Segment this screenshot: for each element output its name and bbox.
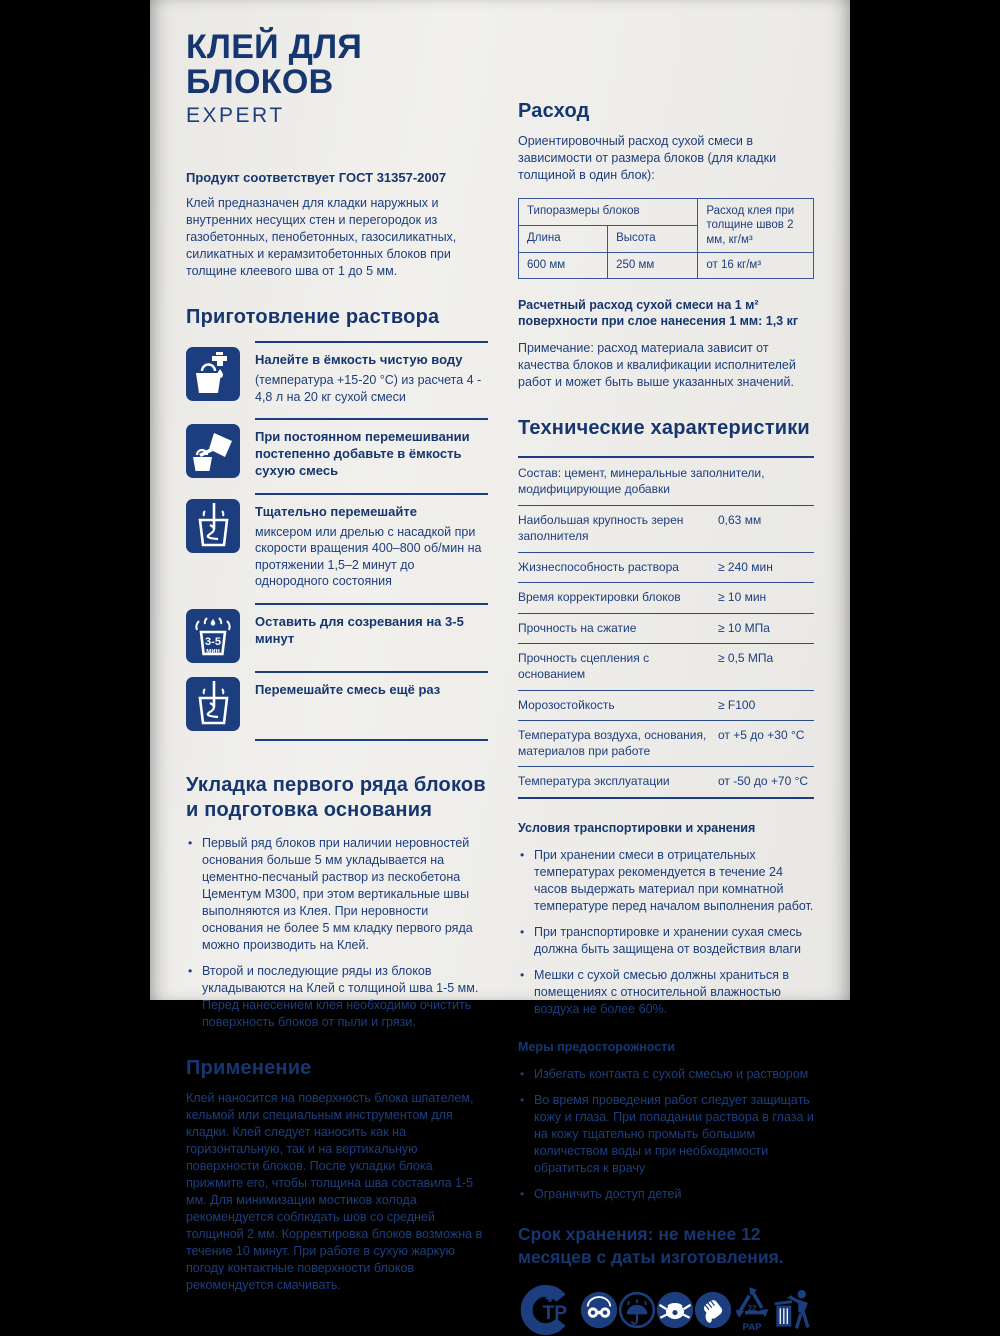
application-paragraph: Клей наносится на поверхность блока шпателем, кельмой или специальным инструментом для кладки. Клей следует наносить как на горизонтальную, так и на вертикальную поверхности блоков. После укладки блока прижмите его, чтобы толщина шва составила 1-5 мм. Для минимизации мостиков холода рекомендуется соблюдать шов со средней толщиной 2 мм. Корректировка блоков возможна в течение 10 минут. При работе в сухую жаркую погоду контактные поверхности блоков рекомендуется смачивать. (186, 1090, 483, 1292)
svg-text:PAP: PAP (742, 1322, 762, 1334)
gloves-icon (694, 1291, 732, 1329)
water-tap-bucket-icon (186, 347, 240, 401)
recycle-pap-22-icon (732, 1284, 772, 1336)
svg-text:ТР: ТР (542, 1303, 568, 1325)
laying-bullet: • Второй и последующие ряды из блоков укладываются на Клей с толщиной шва 1-5 мм. Перед нанесением клея необходимо очистить поверхность блоков от пыли и грязи. (186, 963, 488, 1031)
precaution-bullet: • Во время проведения работ следует защищать кожу и глаза. При попадании раствора в глаза и на кожу тщательно промыть большим количеством воды и при необходимости обратиться к врачу (518, 1092, 814, 1177)
table-cell-length: 600 мм (519, 253, 608, 278)
spec-row: Жизнеспособность раствора ≥ 240 мин (518, 552, 814, 583)
laying-bullets (186, 835, 488, 1031)
step-title: Тщательно перемешайте (255, 503, 417, 519)
brand-subtitle: EXPERT (186, 104, 285, 128)
transport-bullet: • При транспортировке и хранении сухая смесь должна быть защищена от воздействия влаги (518, 924, 814, 958)
laying-bullet: • Первый ряд блоков при наличии неровностей основания больше 5 мм укладывается на цементно-песчаный раствор из пескобетона Цементум М300, при этом вертикальные швы выполняются из Клея. При неровности основания не более 5 мм кладку первого ряда можно производить на Клей. (186, 835, 488, 954)
section-heading-laying: Укладка первого ряда блоков и подготовка основания (186, 773, 486, 821)
keep-dry-icon (618, 1291, 656, 1329)
preparation-steps (186, 341, 488, 740)
page-title: КЛЕЙ ДЛЯ БЛОКОВ (186, 28, 363, 101)
eye-protection-icon (580, 1291, 618, 1329)
spec-row: Температура воздуха, основания, материалов при работе от +5 до +30 °C (518, 720, 814, 766)
spec-row: Наибольшая крупность зерен заполнителя 0,63 мм (518, 505, 814, 551)
table-header-consumption: Расход клея при толщине швов 2 мм, кг/м³ (698, 199, 814, 253)
step-pour-water (186, 341, 488, 418)
ctp-certification-mark (518, 1284, 580, 1336)
shelf-life-note: Срок хранения: не менее 12 месяцев с даты изготовления. (518, 1223, 784, 1267)
table-header-block-sizes: Типоразмеры блоков (519, 199, 698, 226)
section-heading-application: Применение (186, 1056, 312, 1079)
table-cell-consumption: от 16 кг/м³ (698, 253, 814, 278)
product-label (150, 0, 850, 1334)
mixer-bucket-icon (186, 677, 240, 731)
spec-composition: Состав: цемент, минеральные заполнители, модифицирующие добавки (518, 456, 814, 505)
section-heading-consumption: Расход (518, 100, 590, 122)
step-mix-thoroughly (186, 493, 488, 603)
transport-bullet: • При хранении смеси в отрицательных температурах рекомендуется в течение 24 часов выдержать материал при комнатной температуре перед началом выполнения работ. (518, 847, 814, 915)
tidyman-icon (772, 1287, 814, 1333)
mixer-bucket-icon (186, 499, 240, 553)
step-title: Налейте в ёмкость чистую воду (255, 352, 463, 368)
precaution-bullet: • Избегать контакта с сухой смесью и раствором (518, 1066, 814, 1083)
certification-icons-row (518, 1284, 814, 1336)
table-cell-height: 250 мм (608, 253, 698, 278)
table-header-length: Длина (519, 226, 608, 253)
step-mix-again (186, 671, 488, 741)
section-heading-precautions: Меры предосторожности (518, 1039, 675, 1054)
spec-row: Температура эксплуатации от -50 до +70 °C (518, 766, 814, 797)
respirator-icon (656, 1291, 694, 1329)
consumption-intro: Ориентировочный расход сухой смеси в зависимости от размера блоков (для кладки толщиной в один блок): (518, 134, 777, 182)
table-header-height: Высота (608, 226, 698, 253)
calc-consumption-note: Расчетный расход сухой смеси на 1 м² поверхности при слое нанесения 1 мм: 1,3 кг (518, 297, 799, 329)
spec-row: Прочность на сжатие ≥ 10 МПа (518, 613, 814, 644)
svg-text:22: 22 (747, 1304, 757, 1314)
section-heading-preparation: Приготовление раствора (186, 306, 440, 329)
transport-bullets (518, 847, 814, 1018)
step-title: Оставить для созревания на 3-5 минут (255, 613, 464, 646)
wait-bucket-icon (186, 609, 240, 663)
pour-dry-mix-icon (186, 424, 240, 478)
precaution-bullet: • Ограничить доступ детей (518, 1186, 814, 1203)
specs-table (518, 456, 814, 799)
section-heading-specs: Технические характеристики (518, 417, 810, 440)
step-text: миксером или дрелью с насадкой при скорости вращения 400–800 об/мин на протяжении 1,5–2 минут до однородного состояния (255, 524, 482, 589)
wait-icon-unit: мин (206, 647, 220, 655)
gost-note: Продукт соответствует ГОСТ 31357-2007 (186, 170, 447, 186)
spec-row: Прочность сцепления с основанием ≥ 0,5 МПа (518, 643, 814, 689)
section-heading-transport: Условия транспортировки и хранения (518, 820, 756, 835)
wait-icon-minutes: 3-5 (205, 635, 221, 648)
consumption-table (518, 198, 814, 279)
spec-row: Время корректировки блоков ≥ 10 мин (518, 582, 814, 613)
left-column (186, 0, 488, 1294)
step-rest (186, 603, 488, 671)
consumption-remark: Примечание: расход материала зависит от качества блоков и квалификации исполнителей работ и может быть выше указанных значений. (518, 341, 796, 390)
step-add-dry-mix (186, 418, 488, 493)
precautions-bullets (518, 1066, 814, 1203)
right-column (518, 0, 814, 1336)
intro-paragraph: Клей предназначен для кладки наружных и внутренних несущих стен и перегородок из газобетонных, пенобетонных, газосиликатных, силикатных и керамзитобетонных блоков при толщине клеевого шва от 1 до 5 мм. (186, 196, 457, 279)
spec-row: Морозостойкость ≥ F100 (518, 690, 814, 721)
step-title: Перемешайте смесь ещё раз (255, 681, 441, 697)
step-text: (температура +15-20 °C) из расчета 4 - 4,8 л на 20 кг сухой смеси (255, 373, 482, 404)
transport-bullet: • Мешки с сухой смесью должны храниться в помещениях с относительной влажностью воздуха не более 60%. (518, 967, 814, 1018)
step-title: При постоянном перемешивании постепенно добавьте в ёмкость сухую смесь (255, 429, 470, 479)
